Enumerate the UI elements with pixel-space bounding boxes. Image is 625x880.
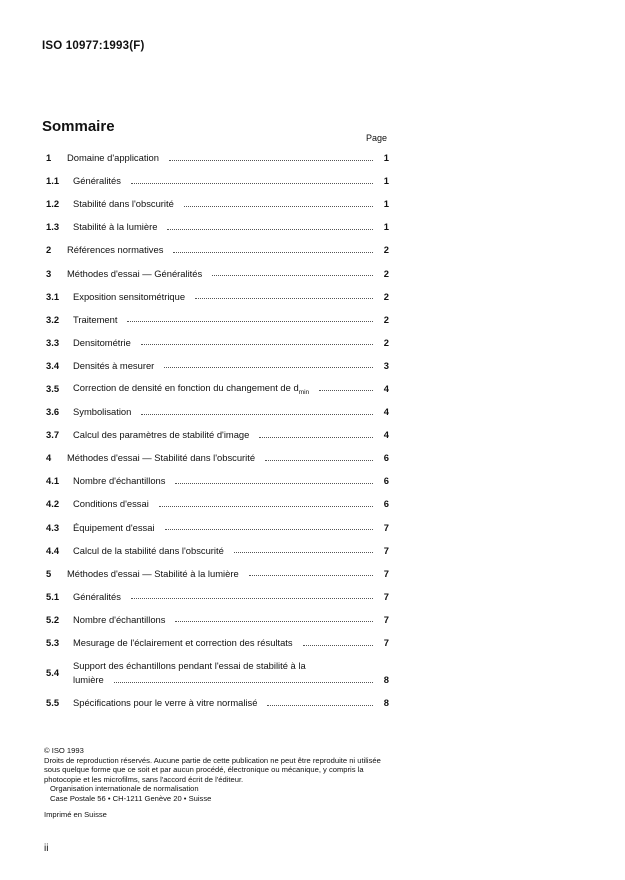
toc-leader-dots xyxy=(173,251,373,253)
toc-entry-title-text: Support des échantillons pendant l'essai de stabilité à la xyxy=(73,660,306,672)
toc-leader-dots xyxy=(131,182,373,184)
toc-entry[interactable] xyxy=(46,238,389,261)
toc-entry-number: 4.4 xyxy=(46,544,60,556)
organization-address: Case Postale 56 • CH-1211 Genève 20 • Suisse xyxy=(50,793,212,803)
toc-leader-dots xyxy=(175,482,373,484)
toc-entry-number: 5.5 xyxy=(46,697,60,709)
copyright-notice xyxy=(44,746,389,819)
toc-entry[interactable] xyxy=(46,469,389,492)
toc-entry-number: 3.4 xyxy=(46,359,60,371)
toc-entry-number: 3.5 xyxy=(46,382,60,394)
toc-entry[interactable] xyxy=(46,169,389,192)
toc-entry-title xyxy=(73,360,160,371)
toc-entry[interactable] xyxy=(46,285,389,308)
toc-entry-title xyxy=(67,152,165,163)
toc-entry-page: 6 xyxy=(383,498,389,510)
toc-entry-title-text: Mesurage de l'éclairement et correction des résultats xyxy=(73,637,293,649)
toc-leader-dots xyxy=(195,297,373,299)
toc-leader-dots xyxy=(319,389,373,391)
toc-entry-number: 5.4 xyxy=(46,667,60,679)
toc-entry-title xyxy=(73,522,161,533)
toc-entry-number: 2 xyxy=(46,244,52,256)
toc-entry-title xyxy=(73,175,127,186)
toc-entry-title xyxy=(73,614,171,625)
toc-entry-page: 1 xyxy=(383,221,389,233)
toc-entry-title-text: Méthodes d'essai — Généralités xyxy=(67,267,203,279)
toc-entry[interactable] xyxy=(46,608,389,631)
toc-entry-title xyxy=(73,591,127,602)
toc-entry-title xyxy=(73,406,137,417)
toc-entry[interactable] xyxy=(46,631,389,654)
toc-entry-page: 7 xyxy=(383,637,389,649)
toc-entry-page: 1 xyxy=(383,152,389,164)
toc-entry-title xyxy=(67,452,261,463)
toc-entry[interactable] xyxy=(46,354,389,377)
toc-entry[interactable] xyxy=(46,516,389,539)
toc-entry[interactable] xyxy=(46,423,389,446)
toc-entry-number: 5.2 xyxy=(46,613,60,625)
toc-entry-title-text: Densitométrie xyxy=(73,336,131,348)
toc-entry[interactable] xyxy=(46,585,389,608)
toc-entry[interactable] xyxy=(46,146,389,169)
toc-entry-number: 4.3 xyxy=(46,521,60,533)
toc-leader-dots xyxy=(114,681,373,683)
toc-entry-title xyxy=(67,268,208,279)
toc-entry-title-text: Symbolisation xyxy=(73,406,132,418)
toc-leader-dots xyxy=(259,436,373,438)
toc-leader-dots xyxy=(212,274,373,276)
toc-entry-title-text: Exposition sensitométrique xyxy=(73,290,186,302)
toc-entry-title-text: Équipement d'essai xyxy=(73,521,155,533)
toc-entry-title xyxy=(67,244,169,255)
toc-entry-title xyxy=(73,291,191,302)
toc-entry-page: 2 xyxy=(383,290,389,302)
toc-entry-title-text: Calcul des paramètres de stabilité d'image xyxy=(73,429,250,441)
toc-entry-title-text: Stabilité à la lumière xyxy=(73,221,158,233)
toc-entry[interactable] xyxy=(46,331,389,354)
toc-entry-number: 4.1 xyxy=(46,475,60,487)
toc-entry-title xyxy=(73,314,123,325)
toc-entry-title-text: Conditions d'essai xyxy=(73,498,149,510)
toc-leader-dots xyxy=(234,551,373,553)
toc-entry[interactable] xyxy=(46,192,389,215)
toc-entry-number: 4 xyxy=(46,452,52,464)
toc-entry-number: 3.3 xyxy=(46,336,60,348)
toc-leader-dots xyxy=(141,413,373,415)
toc-entry-page: 7 xyxy=(383,613,389,625)
toc-leader-dots xyxy=(165,528,373,530)
toc-entry-title-text: Correction de densité en fonction du changement de d xyxy=(73,381,299,393)
rights-statement: Droits de reproduction réservés. Aucune partie de cette publication ne peut être reproduite ni utilisée sous quelque forme que ce soit et par aucun procédé, électronique ou mécanique, y compris la photocopie et les microfilms, sans l'accord écrit de l'éditeur. xyxy=(44,755,381,784)
toc-entry-title-text: Spécifications pour le verre à vitre normalisé xyxy=(73,697,258,709)
toc-entry-page: 1 xyxy=(383,175,389,187)
toc-entry-number: 1.3 xyxy=(46,221,60,233)
toc-entry[interactable] xyxy=(46,377,389,400)
toc-leader-dots xyxy=(127,320,373,322)
toc-entry-page: 7 xyxy=(383,590,389,602)
toc-entry-title-text: Généralités xyxy=(73,590,121,602)
toc-entry[interactable] xyxy=(46,562,389,585)
toc-leader-dots xyxy=(159,505,373,507)
toc-entry-title xyxy=(73,545,230,556)
toc-entry-number: 1.2 xyxy=(46,198,60,210)
toc-leader-dots xyxy=(164,366,373,368)
toc-entry-number: 4.2 xyxy=(46,498,60,510)
toc-entry-title xyxy=(73,382,315,396)
document-id: ISO 10977:1993(F) xyxy=(42,40,145,52)
toc-leader-dots xyxy=(265,459,373,461)
toc-entry-title-text: Généralités xyxy=(73,175,121,187)
toc-entry-page: 4 xyxy=(383,429,389,441)
toc-entry-page: 3 xyxy=(383,359,389,371)
toc-entry-title-text: Références normatives xyxy=(67,244,164,256)
toc-entry[interactable] xyxy=(46,492,389,515)
toc-entry[interactable] xyxy=(46,691,389,714)
toc-entry-number: 5.1 xyxy=(46,590,60,602)
toc-entry[interactable] xyxy=(46,539,389,562)
toc-title: Sommaire xyxy=(42,118,115,135)
toc-leader-dots xyxy=(267,704,373,706)
toc-entry-number: 3.6 xyxy=(46,406,60,418)
toc-entry-title-continuation: lumière xyxy=(73,674,104,686)
toc-entry-page: 2 xyxy=(383,267,389,279)
toc-entry-page: 1 xyxy=(383,198,389,210)
toc-leader-dots xyxy=(131,597,373,599)
toc-leader-dots xyxy=(169,159,373,161)
toc-entry-number: 5 xyxy=(46,567,52,579)
toc-entry-title-text: Méthodes d'essai — Stabilité à la lumière xyxy=(67,567,239,579)
toc-entry-number: 1.1 xyxy=(46,175,60,187)
toc-entry[interactable] xyxy=(46,261,389,284)
toc-entry-title xyxy=(67,568,245,579)
toc-entry-title xyxy=(73,660,389,671)
toc-entry-page: 8 xyxy=(383,674,389,686)
toc-entry-title-text: Domaine d'application xyxy=(67,152,159,164)
toc-entry-page: 6 xyxy=(383,452,389,464)
toc-entry-title-text: Méthodes d'essai — Stabilité dans l'obscurité xyxy=(67,452,256,464)
toc-entry-title xyxy=(73,429,255,440)
toc-entry-page: 2 xyxy=(383,313,389,325)
toc-entry-title xyxy=(73,221,163,232)
toc-entry-title xyxy=(73,498,155,509)
toc-entry-title-text: Nombre d'échantillons xyxy=(73,475,166,487)
toc-entry-title-text: Stabilité dans l'obscurité xyxy=(73,198,174,210)
toc-entry-page: 6 xyxy=(383,475,389,487)
toc-entry-number: 1 xyxy=(46,152,52,164)
toc-leader-dots xyxy=(141,343,373,345)
copyright-line: © ISO 1993 xyxy=(44,746,84,755)
toc-entry-title xyxy=(73,198,180,209)
toc-entry-page: 2 xyxy=(383,336,389,348)
toc-entry-page: 7 xyxy=(383,521,389,533)
toc-leader-dots xyxy=(167,228,373,230)
table-of-contents xyxy=(46,146,389,714)
toc-entry-page: 8 xyxy=(383,697,389,709)
toc-entry-page: 4 xyxy=(383,406,389,418)
toc-entry-page: 4 xyxy=(383,382,389,394)
toc-entry-title-text: Traitement xyxy=(73,313,118,325)
toc-entry-title xyxy=(73,697,263,708)
toc-entry-page: 7 xyxy=(383,544,389,556)
page-number: ii xyxy=(44,843,49,854)
toc-entry-title-subscript: min xyxy=(298,388,310,396)
toc-entry-title xyxy=(73,637,299,648)
toc-entry-title xyxy=(73,475,171,486)
toc-entry-page: 7 xyxy=(383,567,389,579)
toc-leader-dots xyxy=(303,644,373,646)
toc-entry-number: 5.3 xyxy=(46,637,60,649)
page-column-label: Page xyxy=(366,133,388,143)
toc-entry[interactable] xyxy=(46,446,389,469)
printed-in: Imprimé en Suisse xyxy=(44,809,107,819)
toc-leader-dots xyxy=(249,574,373,576)
toc-entry-title xyxy=(73,337,137,348)
toc-entry-title-text: Nombre d'échantillons xyxy=(73,613,166,625)
toc-entry-number: 3.2 xyxy=(46,313,60,325)
toc-entry[interactable] xyxy=(46,215,389,238)
toc-leader-dots xyxy=(184,205,373,207)
toc-entry-page: 2 xyxy=(383,244,389,256)
toc-entry[interactable] xyxy=(46,400,389,423)
toc-entry-number: 3 xyxy=(46,267,52,279)
toc-entry-number: 3.1 xyxy=(46,290,60,302)
toc-entry-title-text: Calcul de la stabilité dans l'obscurité xyxy=(73,544,224,556)
toc-entry-title-text: Densités à mesurer xyxy=(73,359,155,371)
toc-leader-dots xyxy=(175,620,373,622)
toc-entry-number: 3.7 xyxy=(46,429,60,441)
toc-entry[interactable] xyxy=(46,654,389,691)
organization-name: Organisation internationale de normalisation xyxy=(50,784,199,794)
toc-entry[interactable] xyxy=(46,308,389,331)
